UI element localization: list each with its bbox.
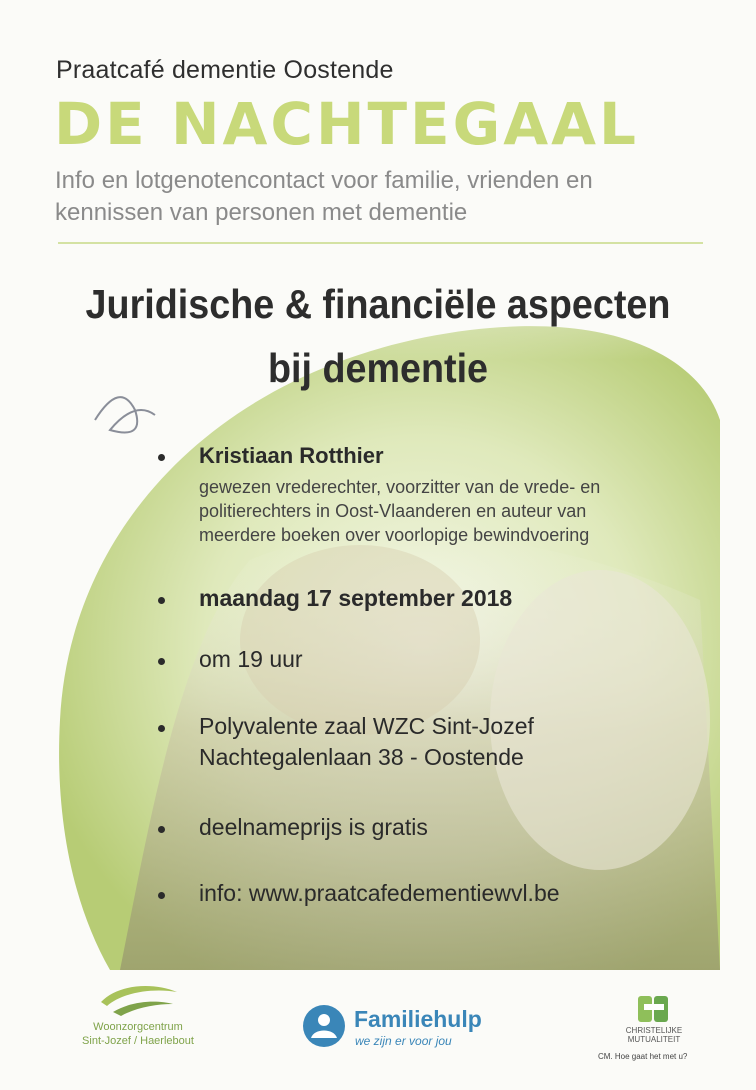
bullet-icon (158, 454, 165, 461)
bullet-icon (158, 597, 165, 604)
event-date: maandag 17 september 2018 (199, 585, 513, 611)
familiehulp-logo (302, 1002, 502, 1050)
wzc-logo (76, 980, 200, 1048)
location-line: Nachtegalenlaan 38 - Oostende (199, 744, 524, 770)
event-time: om 19 uur (199, 646, 303, 672)
wzc-name-line: Sint-Jozef / Haerlebout (82, 1035, 194, 1047)
event-location (199, 711, 534, 773)
bullet-icon (158, 725, 165, 732)
bullet-icon (158, 892, 165, 899)
brand-title: DE NACHTEGAAL (54, 90, 640, 158)
speaker-description (199, 475, 600, 547)
event-price: deelnameprijs is gratis (199, 814, 428, 840)
organizer-subtitle: Praatcafé dementie Oostende (56, 56, 394, 84)
wzc-name-line: Woonzorgcentrum (93, 1021, 183, 1033)
event-info-link[interactable]: info: www.praatcafedementiewvl.be (199, 880, 560, 906)
cm-tagline: CM. Hoe gaat het met u? (598, 1052, 688, 1061)
speaker-name: Kristiaan Rotthier (199, 443, 384, 468)
bullet-icon (158, 826, 165, 833)
familiehulp-tagline: we zijn er voor jou (355, 1034, 452, 1048)
sponsor-logos (0, 978, 756, 1090)
speaker-description-line: meerdere boeken over voorlopige bewindvoering (199, 525, 590, 545)
speaker-description-line: politierechters in Oost-Vlaanderen en auteur van (199, 501, 587, 521)
tagline-line: kennissen van personen met dementie (55, 199, 468, 226)
familiehulp-person-icon (302, 1004, 346, 1048)
speaker-description-line: gewezen vrederechter, voorzitter van de vrede- en (199, 477, 601, 497)
familiehulp-name: Familiehulp (354, 1006, 482, 1032)
wzc-swoosh-icon (93, 980, 183, 1020)
location-line: Polyvalente zaal WZC Sint-Jozef (199, 713, 534, 739)
cm-logo-text: CHRISTELIJKE MUTUALITEIT (625, 1026, 683, 1044)
cm-logo (614, 992, 694, 1044)
cm-mark-icon (636, 992, 672, 1026)
bullet-icon (158, 658, 165, 665)
headline-line: bij dementie (267, 345, 489, 391)
headline-line: Juridische & financiële aspecten (85, 281, 671, 327)
tagline-line: Info en lotgenotencontact voor familie, vrienden en (55, 167, 593, 194)
